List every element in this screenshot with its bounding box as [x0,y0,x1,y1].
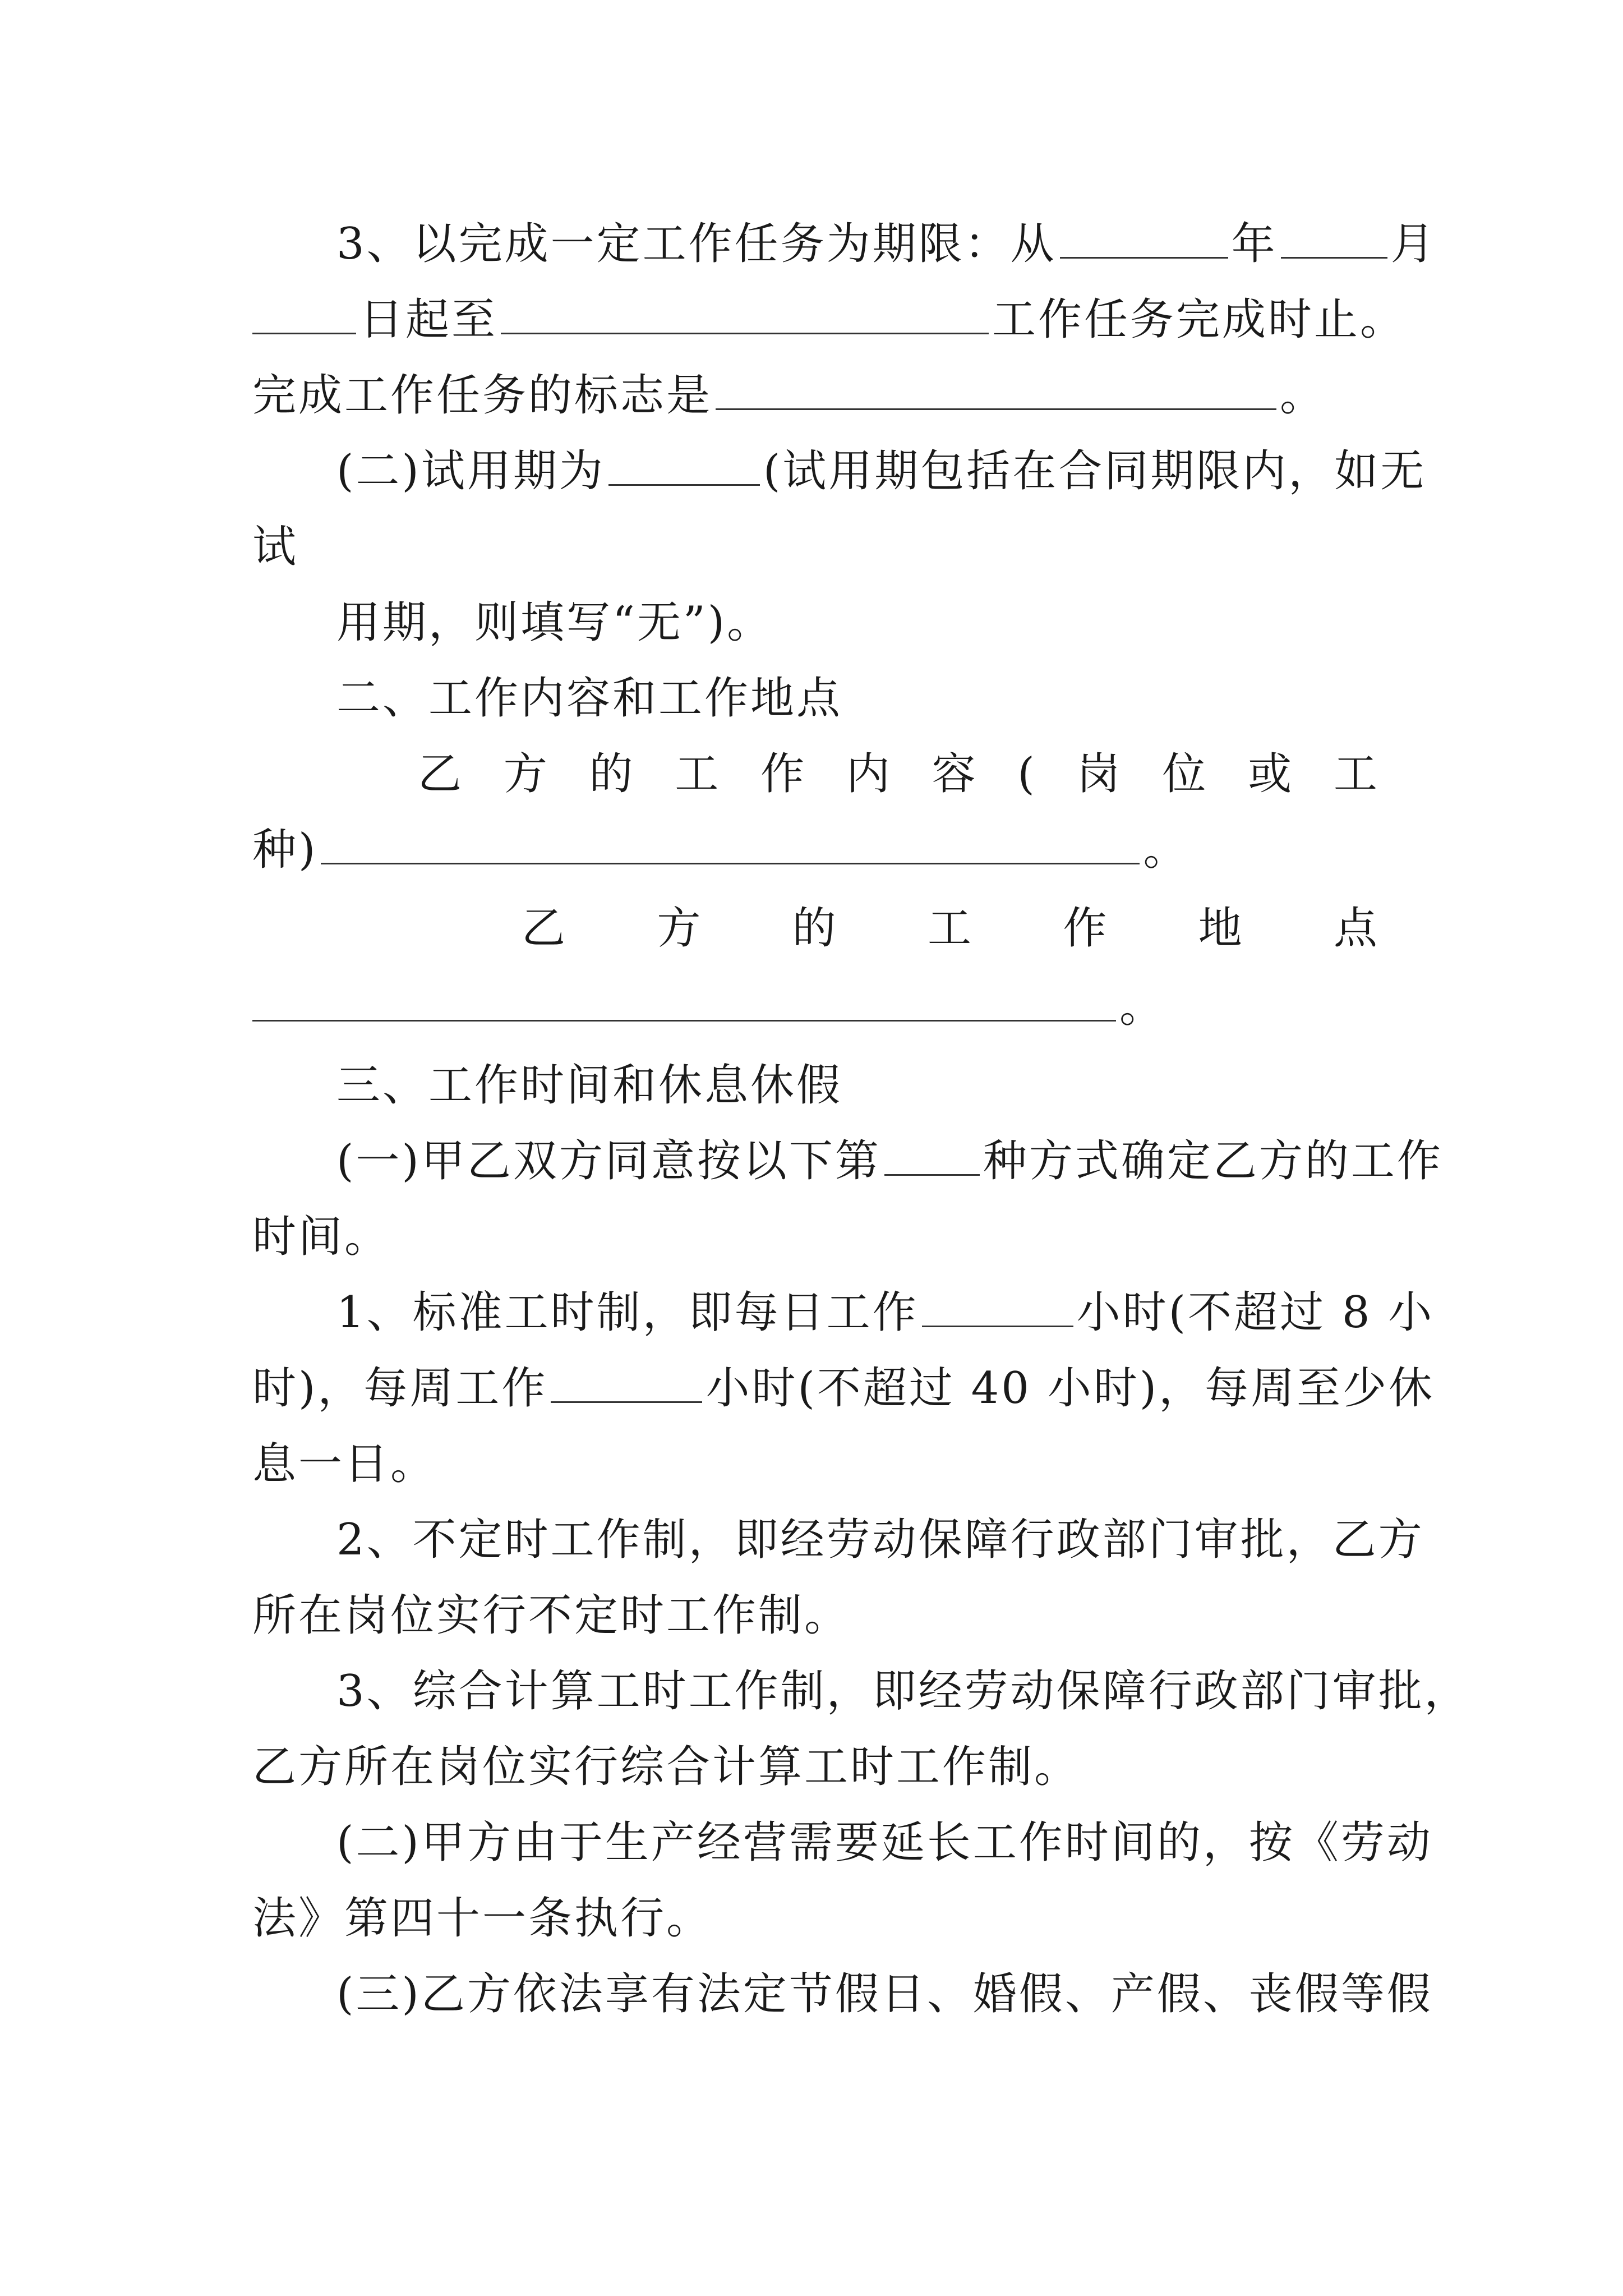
holiday-line [336,1963,1433,2025]
overtime-text-2: 法》第四十一条执行。 [252,1893,713,1944]
char: 点 [1333,903,1380,954]
section-2-title: 二、工作内容和工作地点 [336,673,843,724]
char: 地 [1198,903,1244,954]
flexible-hours-text: 2、不定时工作制，即经劳动保障行政部门审批，乙方 [336,1515,1424,1565]
task-end-label: 工作任务完成时止。 [992,295,1407,345]
probation-label: (二)试用期为 [336,446,605,496]
char: 工 [927,903,974,954]
daily-hours-note: 小时(不超过 8 小 [1076,1287,1435,1338]
year-blank[interactable] [1060,214,1228,259]
holiday-text: (三)乙方依法享有法定节假日、婚假、产假、丧假等假 [336,1969,1433,2019]
job-content-blank[interactable] [321,820,1140,864]
probation-line [336,440,1427,502]
char: 工 [1333,749,1380,799]
job-type-label: 种) [252,825,318,875]
comprehensive-hours-text: 3、综合计算工时工作制，即经劳动保障行政部门审批， [336,1666,1470,1717]
overtime-line [336,1812,1433,1874]
standard-hours-line-3 [252,1433,1380,1495]
overtime-line-2 [252,1888,1380,1949]
weekly-hours-blank[interactable] [551,1359,702,1403]
task-complete-blank[interactable] [716,366,1276,410]
month-blank[interactable] [1281,214,1387,259]
char: 的 [792,903,838,954]
work-hours-line-2 [252,1206,1380,1268]
job-content-line-2 [252,819,1380,881]
probation-note: (试用期包括在合同期限内，如无 [763,446,1427,496]
char: 方 [657,903,703,954]
work-hours-line [336,1130,1443,1192]
comprehensive-hours-line [336,1660,1470,1722]
day-blank[interactable] [252,290,356,334]
rest-day-note: 息一日。 [252,1439,437,1489]
task-complete-label: 完成工作任务的标志是 [252,370,713,421]
char: 或 [1248,749,1294,799]
standard-hours-line [336,1282,1435,1343]
probation-line-3 [336,592,1380,654]
char: 乙 [522,903,568,954]
probation-blank[interactable] [608,441,760,486]
char: ( [1017,749,1037,799]
char: 容 [932,749,978,799]
probation-note-end: 用期，则填写“无”)。 [336,597,773,648]
char: 的 [589,749,635,799]
char: 内 [846,749,892,799]
daily-hours-blank[interactable] [922,1283,1073,1327]
comprehensive-hours-text-2: 乙方所在岗位实行综合计算工时工作制。 [252,1742,1081,1792]
probation-line-2 [252,516,1380,578]
task-blank[interactable] [501,290,989,334]
month-label: 月 [1390,219,1437,269]
weekly-hours-label: 时)，每周工作 [252,1363,548,1414]
job-content-line [418,743,1380,805]
flexible-hours-text-2: 所在岗位实行不定时工作制。 [252,1590,851,1641]
day-start-label: 日起至 [359,295,498,345]
job-location-blank[interactable] [252,977,1116,1022]
standard-hours-line-2 [252,1358,1435,1419]
comprehensive-hours-line-2 [252,1736,1380,1798]
char: 位 [1162,749,1209,799]
flexible-hours-line [336,1509,1424,1571]
char: 作 [1063,903,1109,954]
term-task-line-2 [252,289,1407,351]
flexible-hours-line-2 [252,1585,1380,1646]
period-mark: 。 [1119,982,1166,1032]
work-hours-label: (一)甲乙双方同意按以下第 [336,1136,881,1186]
standard-hours-label: 1、标准工时制，即每日工作 [336,1287,919,1338]
work-hours-end: 时间。 [252,1212,391,1262]
char: 方 [503,749,550,799]
section-3-heading [336,1055,1380,1116]
char: 工 [675,749,721,799]
method-number-blank[interactable] [884,1131,980,1176]
term-task-text: 3、以完成一定工作任务为期限：从 [336,219,1057,269]
weekly-hours-note: 小时(不超过 40 小时)，每周至少休 [706,1363,1435,1414]
year-label: 年 [1231,219,1278,269]
period-mark: 。 [1143,825,1189,875]
section-3-title: 三、工作时间和休息休假 [336,1060,843,1111]
probation-note-cont: 试 [252,522,299,572]
overtime-text: (二)甲方由于生产经营需要延长工作时间的，按《劳动 [336,1818,1433,1868]
task-complete-line [252,365,1380,426]
term-task-line [336,213,1437,275]
period-mark: 。 [1280,370,1326,421]
char: 岗 [1076,749,1123,799]
work-hours-cont: 种方式确定乙方的工作 [983,1136,1443,1186]
section-2-heading [336,668,1380,729]
job-location-line [522,898,1380,959]
char: 乙 [418,749,464,799]
job-location-line-2 [252,976,1380,1038]
char: 作 [760,749,807,799]
